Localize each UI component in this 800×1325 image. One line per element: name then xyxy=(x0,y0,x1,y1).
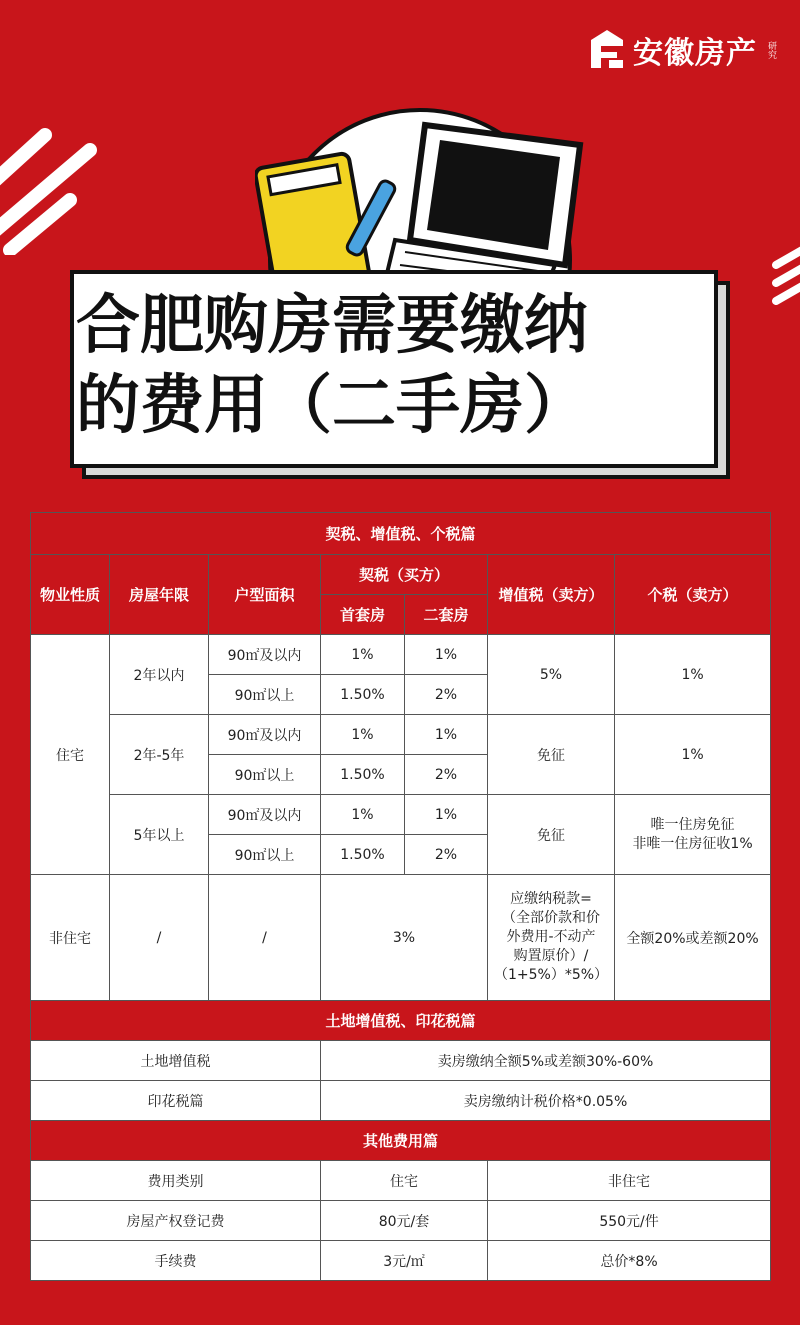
cell-second: 1% xyxy=(405,795,488,835)
cell-area: 90㎡以上 xyxy=(209,755,321,795)
cell-nonres: 总价*8% xyxy=(488,1241,771,1281)
vat-line: （1+5%）*5%） xyxy=(493,967,609,983)
cell-second: 2% xyxy=(405,835,488,875)
cell-nonres-header: 非住宅 xyxy=(488,1161,771,1201)
brand-name: 安徽房产 xyxy=(633,36,757,71)
income-line: 唯一住房免征 xyxy=(650,816,735,833)
cell-first: 1% xyxy=(321,635,405,675)
cell-type: 手续费 xyxy=(31,1241,321,1281)
vat-line: 应缴纳税款= xyxy=(510,891,592,907)
cell-nonresidential: 非住宅 xyxy=(31,875,110,1001)
cell-vat: 免征 xyxy=(488,795,615,875)
cell-second: 2% xyxy=(405,675,488,715)
cell-vat: 免征 xyxy=(488,715,615,795)
cell-area: 90㎡以上 xyxy=(209,835,321,875)
cell-value: 卖房缴纳全额5%或差额30%-60% xyxy=(321,1041,771,1081)
monitor-icon xyxy=(410,125,580,265)
table-row xyxy=(31,1081,771,1121)
decorative-stripes-right xyxy=(770,245,800,305)
cell-first: 1.50% xyxy=(321,755,405,795)
cell-second: 2% xyxy=(405,755,488,795)
table-row xyxy=(31,635,771,675)
income-line: 非唯一住房征收1% xyxy=(632,835,753,852)
vat-line: （全部价款和价 xyxy=(502,910,600,926)
cell-first: 1.50% xyxy=(321,675,405,715)
fee-table xyxy=(30,512,771,1281)
cell-first: 1% xyxy=(321,795,405,835)
cell-res: 80元/套 xyxy=(321,1201,488,1241)
title-box xyxy=(70,270,718,468)
header-years: 房屋年限 xyxy=(110,555,209,635)
decorative-stripes-left xyxy=(0,115,110,255)
office-illustration xyxy=(255,100,585,290)
cell-label: 土地增值税 xyxy=(31,1041,321,1081)
header-second-home: 二套房 xyxy=(405,595,488,635)
cell-area: 90㎡及以内 xyxy=(209,795,321,835)
logo-mark-icon xyxy=(587,28,627,72)
table-row xyxy=(31,795,771,835)
cell-years: 2年以内 xyxy=(110,635,209,715)
header-income-tax: 个税（卖方） xyxy=(615,555,771,635)
header-property: 物业性质 xyxy=(31,555,110,635)
cell-residential: 住宅 xyxy=(31,635,110,875)
cell-years: 2年-5年 xyxy=(110,715,209,795)
cell-years: / xyxy=(110,875,209,1001)
header-deed-tax: 契税（买方） xyxy=(321,555,488,595)
table-row xyxy=(31,715,771,755)
cell-first: 1.50% xyxy=(321,835,405,875)
page-title-line2: 的费用（二手房） xyxy=(76,369,588,443)
header-vat: 增值税（卖方） xyxy=(488,555,615,635)
cell-vat xyxy=(488,875,615,1001)
section-title-other: 其他费用篇 xyxy=(31,1121,771,1161)
table-row xyxy=(31,1241,771,1281)
cell-income: 1% xyxy=(615,715,771,795)
cell-income xyxy=(615,795,771,875)
table-row xyxy=(31,1041,771,1081)
cell-area: / xyxy=(209,875,321,1001)
cell-deed: 3% xyxy=(321,875,488,1001)
cell-nonres: 550元/件 xyxy=(488,1201,771,1241)
table-row xyxy=(31,1201,771,1241)
cell-vat: 5% xyxy=(488,635,615,715)
cell-income: 1% xyxy=(615,635,771,715)
cell-type: 房屋产权登记费 xyxy=(31,1201,321,1241)
table-row xyxy=(31,875,771,1001)
header-first-home: 首套房 xyxy=(321,595,405,635)
cell-value: 卖房缴纳计税价格*0.05% xyxy=(321,1081,771,1121)
cell-first: 1% xyxy=(321,715,405,755)
cell-area: 90㎡及以内 xyxy=(209,635,321,675)
section-title-taxes: 契税、增值税、个税篇 xyxy=(31,513,771,555)
cell-area: 90㎡以上 xyxy=(209,675,321,715)
vat-line: 购置原价）/ xyxy=(513,948,589,964)
brand-sub: 研究 xyxy=(766,41,776,59)
cell-res-header: 住宅 xyxy=(321,1161,488,1201)
cell-years: 5年以上 xyxy=(110,795,209,875)
page-title-line1: 合肥购房需要缴纳 xyxy=(76,289,588,363)
header-area: 户型面积 xyxy=(209,555,321,635)
cell-second: 1% xyxy=(405,635,488,675)
cell-area: 90㎡及以内 xyxy=(209,715,321,755)
cell-type-header: 费用类别 xyxy=(31,1161,321,1201)
table-row xyxy=(31,1161,771,1201)
cell-res: 3元/㎡ xyxy=(321,1241,488,1281)
cell-second: 1% xyxy=(405,715,488,755)
cell-income: 全额20%或差额20% xyxy=(615,875,771,1001)
cell-label: 印花税篇 xyxy=(31,1081,321,1121)
brand-logo xyxy=(587,28,778,72)
section-title-land: 土地增值税、印花税篇 xyxy=(31,1001,771,1041)
vat-line: 外费用-不动产 xyxy=(506,929,596,945)
